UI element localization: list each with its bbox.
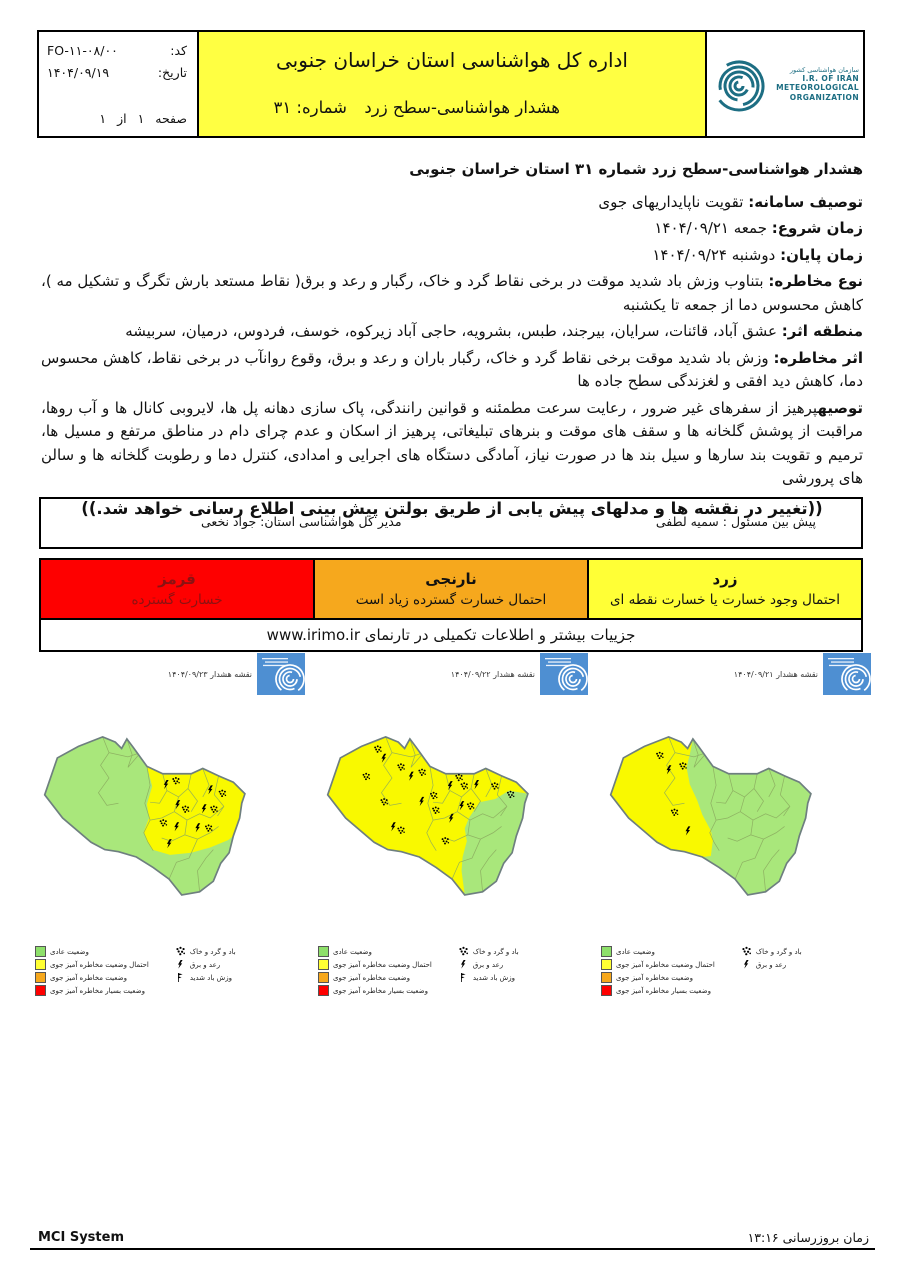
warning-number: شماره: ۳۱ (273, 98, 347, 117)
logo-text-en3: ORGANIZATION (789, 92, 859, 102)
doc-date-value: ۱۴۰۴/۰۹/۱۹ (47, 64, 110, 80)
doc-date-row (47, 62, 187, 84)
strong-wind-icon (175, 972, 186, 983)
doc-date-label: تاریخ: (157, 64, 187, 80)
doc-code-value: FO-۱۱-۰۸/۰۰ (47, 43, 118, 58)
map-panel-day1 (597, 652, 871, 996)
system-description-row (41, 191, 863, 215)
warning-levels-row (41, 560, 861, 618)
strong-wind-icon (458, 972, 469, 983)
irimo-map-logo-icon (823, 653, 871, 695)
warning-body (41, 158, 863, 520)
map-day3-legend (31, 946, 305, 996)
legend-thunder-label: رعد و برق (472, 960, 504, 969)
legend-orange-swatch (318, 972, 329, 983)
dust-icon (458, 946, 469, 957)
org-title: اداره کل هواشناسی استان خراسان جنوبی (276, 48, 628, 72)
map-day1-header (597, 652, 871, 696)
legend-red-label: وضعیت بسیار مخاطره آمیز جوی (333, 986, 428, 995)
system-description-label: توصیف سامانه: (748, 192, 863, 211)
map-day1-legend (597, 946, 871, 996)
legend-thunder-label: رعد و برق (755, 960, 787, 969)
legend-yellow-label: احتمال وضعیت مخاطره آمیز جوی (333, 960, 432, 969)
level-red-desc: خسارت گسترده (131, 592, 223, 608)
hazard-type-label: نوع مخاطره: (768, 272, 863, 290)
warning-levels-table (39, 558, 863, 652)
map-day3-caption: نقشه هشدار ۱۴۰۴/۰۹/۲۳ (167, 669, 252, 679)
hazard-type-value: بتناوب وزش باد شدید موقت در برخی نقاط گرد و خاک، رگبار و رعد و برق( نقاط مستعد بارش تگرگ و تشکیل مه )، کاهش محسوس دما از جمعه تا یکشنبه (41, 272, 863, 314)
legend-orange-swatch (601, 972, 612, 983)
signature-box (39, 497, 863, 549)
logo-text-en2: METEOROLOGICAL (776, 83, 859, 93)
level-yellow-title: زرد (712, 570, 738, 588)
warning-map-day1 (597, 696, 871, 940)
irimo-map-logo-icon (540, 653, 588, 695)
legend-wind-label: وزش باد شدید (472, 973, 515, 982)
legend-green-swatch (318, 946, 329, 957)
warning-map-day2 (314, 696, 588, 940)
legend-red-swatch (318, 985, 329, 996)
hazard-type-row (41, 270, 863, 317)
map-day2-caption: نقشه هشدار ۱۴۰۴/۰۹/۲۲ (450, 669, 535, 679)
map-day1-caption: نقشه هشدار ۱۴۰۴/۰۹/۲۱ (733, 669, 818, 679)
map-day2-header (314, 652, 588, 696)
doc-page-number: صفحه ۱ از ۱ (99, 111, 187, 126)
legend-orange-label: وضعیت مخاطره آمیز جوی (333, 973, 410, 982)
map-change-notice: ((تغییر در نقشه ها و مدلهای پیش یابی از طریق بولتن پیش بینی اطلاع رسانی خواهد شد.)) (81, 498, 823, 518)
advice-row (41, 397, 863, 491)
affected-area-label: منطقه اثر: (781, 322, 863, 340)
legend-wind-label: وزش باد شدید (189, 973, 232, 982)
level-yellow-desc: احتمال وجود خسارت یا خسارت نقطه ای (609, 592, 841, 608)
thunderstorm-icon (741, 959, 752, 970)
org-logo-text (767, 66, 859, 102)
legend-dust-label: باد و گرد و خاک (755, 947, 802, 956)
legend-green-label: وضعیت عادی (616, 947, 655, 956)
start-time-row (41, 217, 863, 241)
hazard-effect-label: اثر مخاطره: (773, 348, 863, 367)
affected-area-row (41, 320, 863, 344)
map-day2-legend (314, 946, 588, 996)
level-red-title: قرمز (158, 570, 196, 588)
footer-update-time: زمان بروزرسانی ۱۳:۱۶ (747, 1230, 869, 1245)
warning-title: هشدار هواشناسی-سطح زرد شماره ۳۱ استان خراسان جنوبی (409, 160, 863, 178)
forecaster-name: پیش بین مسئول : سمیه لطفی (655, 514, 816, 529)
dust-icon (175, 946, 186, 957)
legend-orange-label: وضعیت مخاطره آمیز جوی (50, 973, 127, 982)
level-orange-cell (313, 560, 589, 618)
legend-red-swatch (35, 985, 46, 996)
level-orange-title: نارنجی (425, 570, 477, 588)
legend-dust-label: باد و گرد و خاک (472, 947, 519, 956)
warning-map-day3 (31, 696, 305, 940)
legend-yellow-swatch (601, 959, 612, 970)
banner-subtitle-row (199, 98, 705, 120)
legend-red-label: وضعیت بسیار مخاطره آمیز جوی (616, 986, 711, 995)
legend-green-label: وضعیت عادی (333, 947, 372, 956)
page-footer (30, 1224, 875, 1250)
end-time-row (41, 244, 863, 268)
legend-yellow-swatch (35, 959, 46, 970)
legend-green-swatch (35, 946, 46, 957)
advice-value: پرهیز از سفرهای غیر ضرور ، رعایت سرعت مطمئنه و قوانین رانندگی، پاک سازی دهانه پل ها، لایروبی کانال ها و آب روها، مراقبت از پوشش گلخانه ها و سقف های موقت و بنرهای تبلیغاتی، پرهیز از اسکان و عدم چرای دام در مناطق مرتفع و مسیل ها، ترمیم و تقویت بند سارها و سیل بند ها در صورت نیاز، آمادگی دستگاه های اجرایی و امدادی، کنترل دما و رطوبت گلخانه ها و سالن های پرورشی (41, 398, 863, 487)
start-time-value: جمعه ۱۴۰۴/۰۹/۲۱ (654, 219, 767, 237)
legend-red-label: وضعیت بسیار مخاطره آمیز جوی (50, 986, 145, 995)
doc-code-label: کد: (170, 43, 187, 58)
hazard-effect-row (41, 347, 863, 394)
legend-green-swatch (601, 946, 612, 957)
end-time-label: زمان پایان: (780, 245, 863, 264)
legend-green-label: وضعیت عادی (50, 947, 89, 956)
legend-orange-label: وضعیت مخاطره آمیز جوی (616, 973, 693, 982)
dust-icon (741, 946, 752, 957)
warning-level-title: هشدار هواشناسی-سطح زرد (364, 98, 560, 117)
map-panel-day3 (31, 652, 305, 996)
map-panel-day2 (314, 652, 588, 996)
legend-yellow-swatch (318, 959, 329, 970)
org-logo (705, 32, 863, 136)
irimo-spiral-logo-icon (711, 54, 767, 114)
legend-yellow-label: احتمال وضعیت مخاطره آمیز جوی (50, 960, 149, 969)
header-banner (197, 32, 705, 136)
legend-dust-label: باد و گرد و خاک (189, 947, 236, 956)
legend-red-swatch (601, 985, 612, 996)
advice-label: توصیه (817, 398, 863, 417)
footer-system-name: MCI System (38, 1230, 124, 1245)
legend-orange-swatch (35, 972, 46, 983)
system-description-value: تقویت ناپایداریهای جوی (598, 192, 744, 211)
logo-text-en1: I.R. OF IRAN (802, 74, 859, 83)
level-yellow-cell (589, 560, 861, 618)
map-day3-header (31, 652, 305, 696)
thunderstorm-icon (175, 959, 186, 970)
thunderstorm-icon (458, 959, 469, 970)
document-header (37, 30, 865, 138)
hazard-effect-value: وزش باد شدید موقت برخی نقاط گرد و خاک، رگبار باران و رعد و برق، وقوع روانآب در برخی نقاط، کاهش محسوس دما، کاهش دید افقی و لغزندگی سطح جاده ها (41, 348, 863, 390)
header-info (41, 32, 197, 136)
start-time-label: زمان شروع: (771, 219, 863, 237)
more-info-link: جزییات بیشتر و اطلاعات تکمیلی در تارنمای www.irimo.ir (41, 618, 861, 650)
affected-area-value: عشق آباد، قائنات، سرایان، بیرجند، طبس، بشرویه، حاجی آباد زیرکوه، خوسف، فردوس، درمیان، سربیشه (125, 322, 777, 340)
level-red-cell (41, 560, 313, 618)
warning-maps-row (31, 652, 871, 996)
logo-text-fa: سازمان هواشناسی کشور (789, 65, 859, 74)
doc-code-row (47, 40, 187, 62)
end-time-value: دوشنبه ۱۴۰۴/۰۹/۲۴ (652, 245, 776, 264)
legend-yellow-label: احتمال وضعیت مخاطره آمیز جوی (616, 960, 715, 969)
irimo-map-logo-icon (257, 653, 305, 695)
level-orange-desc: احتمال خسارت گسترده زیاد است (355, 592, 547, 608)
director-name: مدیر کل هواشناسی استان: جواد نخعی (201, 514, 402, 529)
legend-thunder-label: رعد و برق (189, 960, 221, 969)
